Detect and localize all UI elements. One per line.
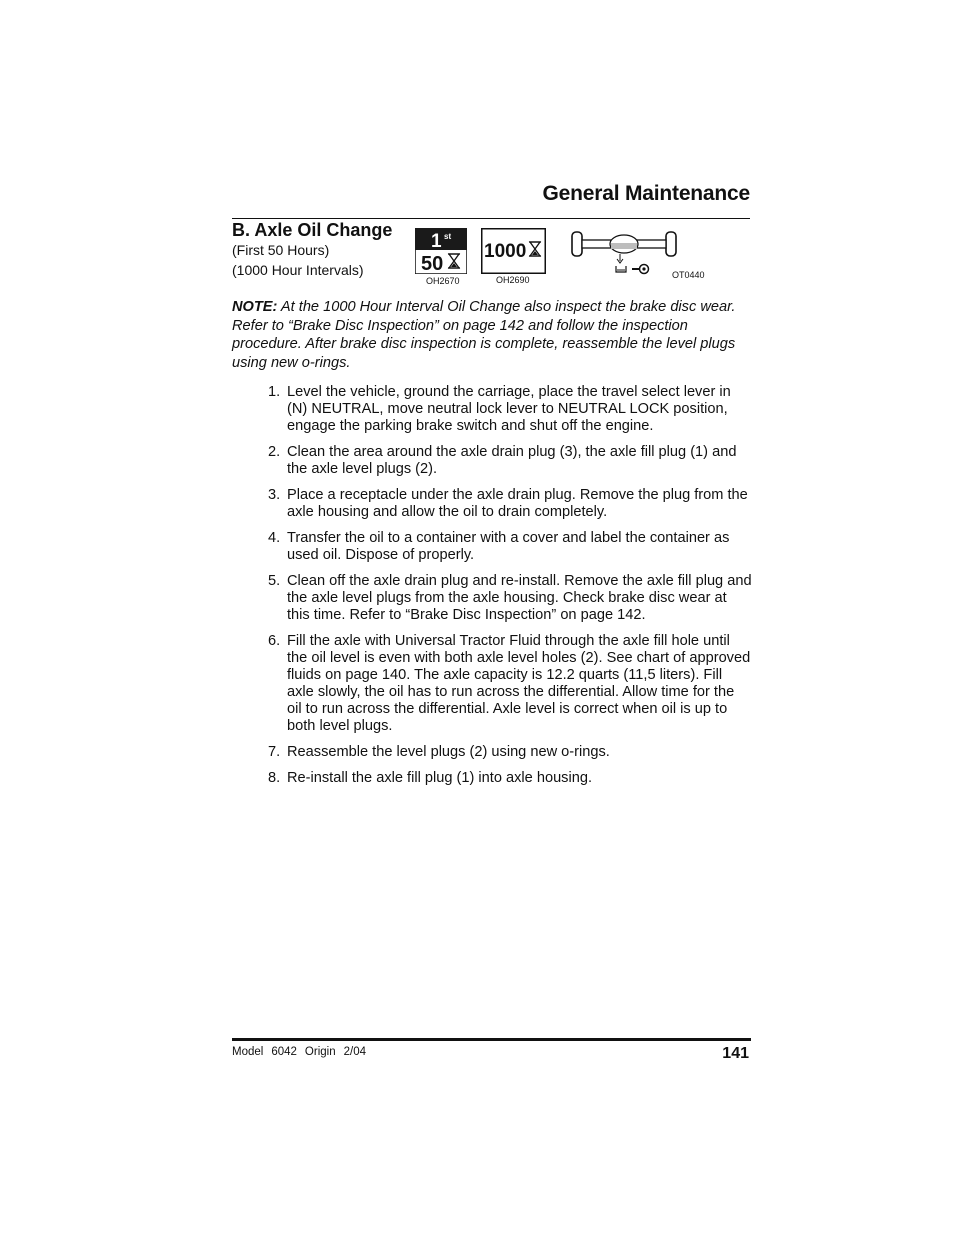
axle-oil-drain-icon (570, 230, 680, 278)
first-hours: 50 (421, 253, 444, 274)
step-number: 8. (268, 770, 281, 786)
first-ordinal-suffix: st (444, 232, 452, 241)
icon-code-ot0440: OT0440 (672, 270, 705, 280)
step-text: Transfer the oil to a container with a cover and label the container as used oil. Dispose of properly. (287, 530, 730, 563)
list-item (232, 633, 752, 735)
icon-code-oh2690: OH2690 (496, 275, 530, 285)
note-text: At the 1000 Hour Interval Oil Change also inspect the brake disc wear. Refer to “Brake Disc Inspection” on page 142 and follow the inspection procedure. After brake disc inspection is complete, reassemble the level plugs using new o-rings. (232, 299, 736, 371)
procedure-steps (232, 384, 752, 796)
step-number: 1. (268, 384, 281, 400)
first-ordinal: 1 (431, 231, 442, 252)
footer-origin-label: Origin (304, 1046, 336, 1058)
page-title: General Maintenance (542, 182, 750, 205)
step-number: 2. (268, 444, 281, 460)
list-item (232, 384, 752, 435)
list-item (232, 573, 752, 624)
step-number: 6. (268, 633, 281, 649)
page-header (232, 182, 750, 219)
list-item (232, 744, 752, 761)
1000-hours-icon (481, 228, 546, 274)
list-item (232, 530, 752, 564)
footer-origin-date: 2/04 (343, 1046, 366, 1058)
section-subtitle-first: (First 50 Hours) (232, 242, 330, 258)
step-number: 7. (268, 744, 281, 760)
step-text: Re-install the axle fill plug (1) into axle housing. (287, 770, 593, 786)
step-text: Place a receptacle under the axle drain plug. Remove the plug from the axle housing and allow the oil to drain completely. (287, 487, 748, 520)
note-paragraph (232, 298, 752, 372)
list-item (232, 487, 752, 521)
step-text: Clean the area around the axle drain plug (3), the axle fill plug (1) and the axle level plugs (2). (287, 444, 737, 477)
interval-hours: 1000 (484, 241, 527, 262)
icon-code-oh2670: OH2670 (426, 276, 460, 286)
step-text: Clean off the axle drain plug and re-install. Remove the axle fill plug and the axle level plugs from the axle housing. Check brake disc wear at this time. Refer to “Brake Disc Inspection” on page 142. (287, 573, 752, 623)
footer-model-label: Model (232, 1046, 264, 1058)
first-50-hours-icon (415, 228, 467, 274)
step-text: Fill the axle with Universal Tractor Fluid through the axle fill hole until the oil level is even with both axle level holes (2). See chart of approved fluids on page 140. The axle capacity is 12.2 quarts (11,5 liters). Fill axle slowly, the oil has to run across the differential. Allow time for the oil to run across the differential. Axle level is correct when oil is up to both level plugs. (287, 633, 751, 734)
step-number: 5. (268, 573, 281, 589)
section-title: B. Axle Oil Change (232, 220, 393, 240)
footer-model-number: 6042 (271, 1046, 297, 1058)
list-item (232, 770, 752, 787)
step-number: 4. (268, 530, 281, 546)
note-label: NOTE: (232, 299, 278, 315)
step-text: Reassemble the level plugs (2) using new o-rings. (287, 744, 610, 760)
page-number: 141 (722, 1045, 749, 1062)
footer-model-info (232, 1046, 374, 1058)
footer-rule (232, 1038, 751, 1041)
step-text: Level the vehicle, ground the carriage, place the travel select lever in (N) NEUTRAL, move neutral lock lever to NEUTRAL LOCK position, engage the parking brake switch and shut off the engine. (287, 384, 731, 434)
step-number: 3. (268, 487, 281, 503)
list-item (232, 444, 752, 478)
section-subtitle-interval: (1000 Hour Intervals) (232, 262, 364, 278)
